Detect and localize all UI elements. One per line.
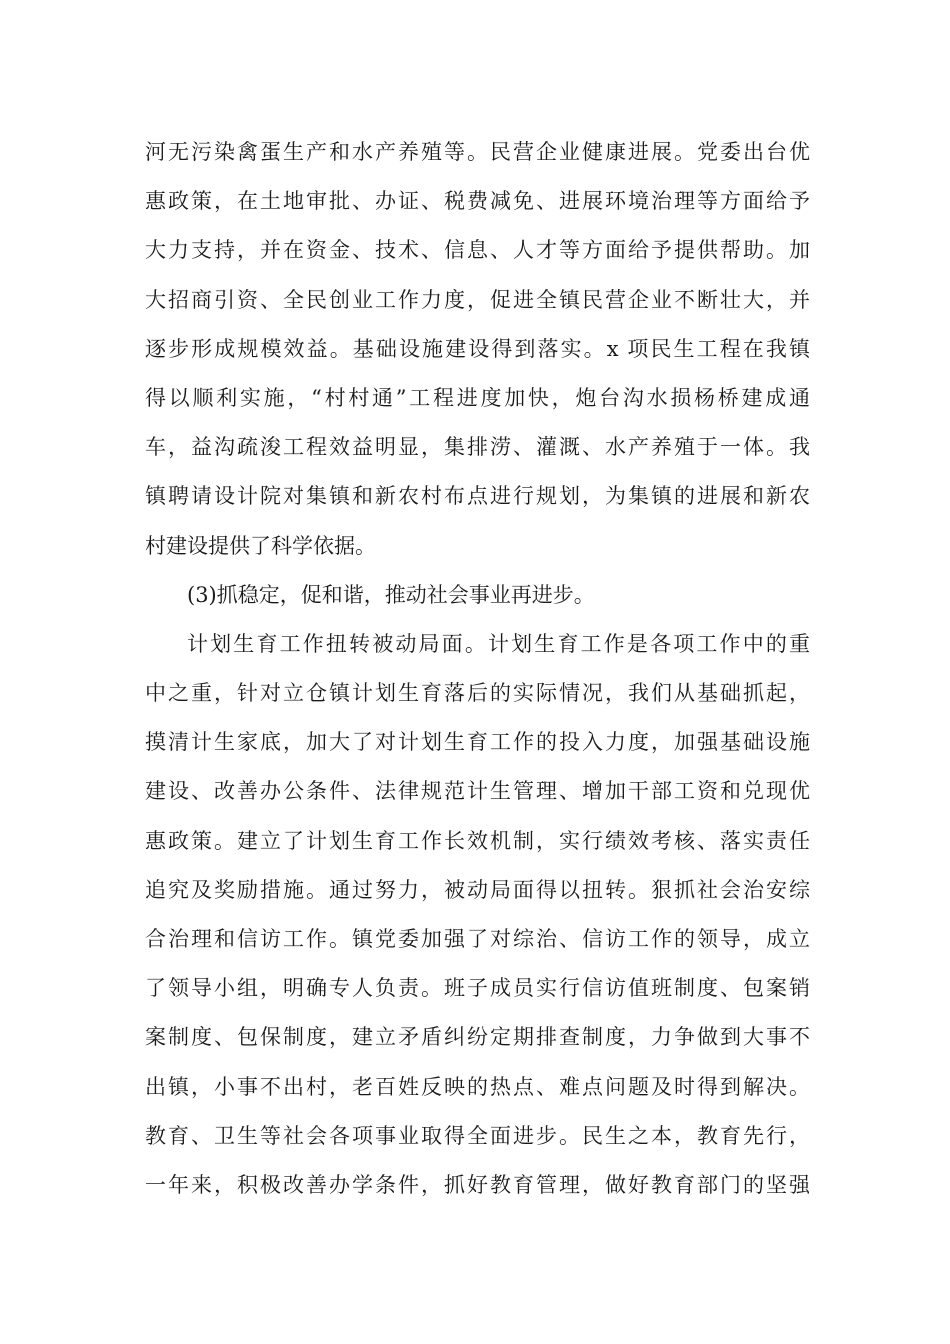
text-line: 得以顺利实施，“村村通”工程进度加快，炮台沟水损杨桥建成通	[145, 385, 810, 410]
text-line: 一年来，积极改善办学条件，抓好教育管理，做好教育部门的坚强	[145, 1172, 810, 1197]
text-line: 逐步形成规模效益。基础设施建设得到落实。x 项民生工程在我镇	[145, 336, 810, 361]
text-line: 教育、卫生等社会各项事业取得全面进步。民生之本，教育先行，	[145, 1123, 810, 1148]
text-line: 村建设提供了科学依据。	[145, 533, 376, 558]
section-heading: (3)抓稳定，促和谐，推动社会事业再进步。	[187, 582, 595, 607]
text-line: 出镇，小事不出村，老百姓反映的热点、难点问题及时得到解决。	[145, 1074, 810, 1099]
text-line: 惠政策，在土地审批、办证、税费减免、进展环境治理等方面给予	[145, 189, 810, 214]
text-line: 大招商引资、全民创业工作力度，促进全镇民营企业不断壮大，并	[145, 287, 810, 312]
text-line: 建设、改善办公条件、法律规范计生管理、增加干部工资和兑现优	[145, 779, 810, 804]
text-line: 合治理和信访工作。镇党委加强了对综治、信访工作的领导，成立	[145, 927, 810, 951]
text-line: 车，益沟疏浚工程效益明显，集排涝、灌溉、水产养殖于一体。我	[145, 435, 810, 460]
text-line: 追究及奖励措施。通过努力，被动局面得以扭转。狠抓社会治安综	[145, 877, 810, 902]
text-line: 摸清计生家底，加大了对计划生育工作的投入力度，加强基础设施	[145, 730, 810, 755]
text-line: 惠政策。建立了计划生育工作长效机制，实行绩效考核、落实责任	[145, 828, 810, 853]
text-line: 镇聘请设计院对集镇和新农村布点进行规划，为集镇的进展和新农	[145, 484, 810, 509]
paragraph-first-line: 计划生育工作扭转被动局面。计划生育工作是各项工作中的重	[187, 631, 810, 656]
text-line: 了领导小组，明确专人负责。班子成员实行信访值班制度、包案销	[145, 976, 810, 1001]
text-line: 中之重，针对立仓镇计划生育落后的实际情况，我们从基础抓起，	[145, 681, 810, 706]
text-line: 大力支持，并在资金、技术、信息、人才等方面给予提供帮助。加	[145, 238, 810, 263]
text-line: 案制度、包保制度，建立矛盾纠纷定期排查制度，力争做到大事不	[145, 1025, 810, 1050]
body-text	[145, 128, 810, 1210]
text-line: 河无污染禽蛋生产和水产养殖等。民营企业健康进展。党委出台优	[145, 140, 810, 164]
